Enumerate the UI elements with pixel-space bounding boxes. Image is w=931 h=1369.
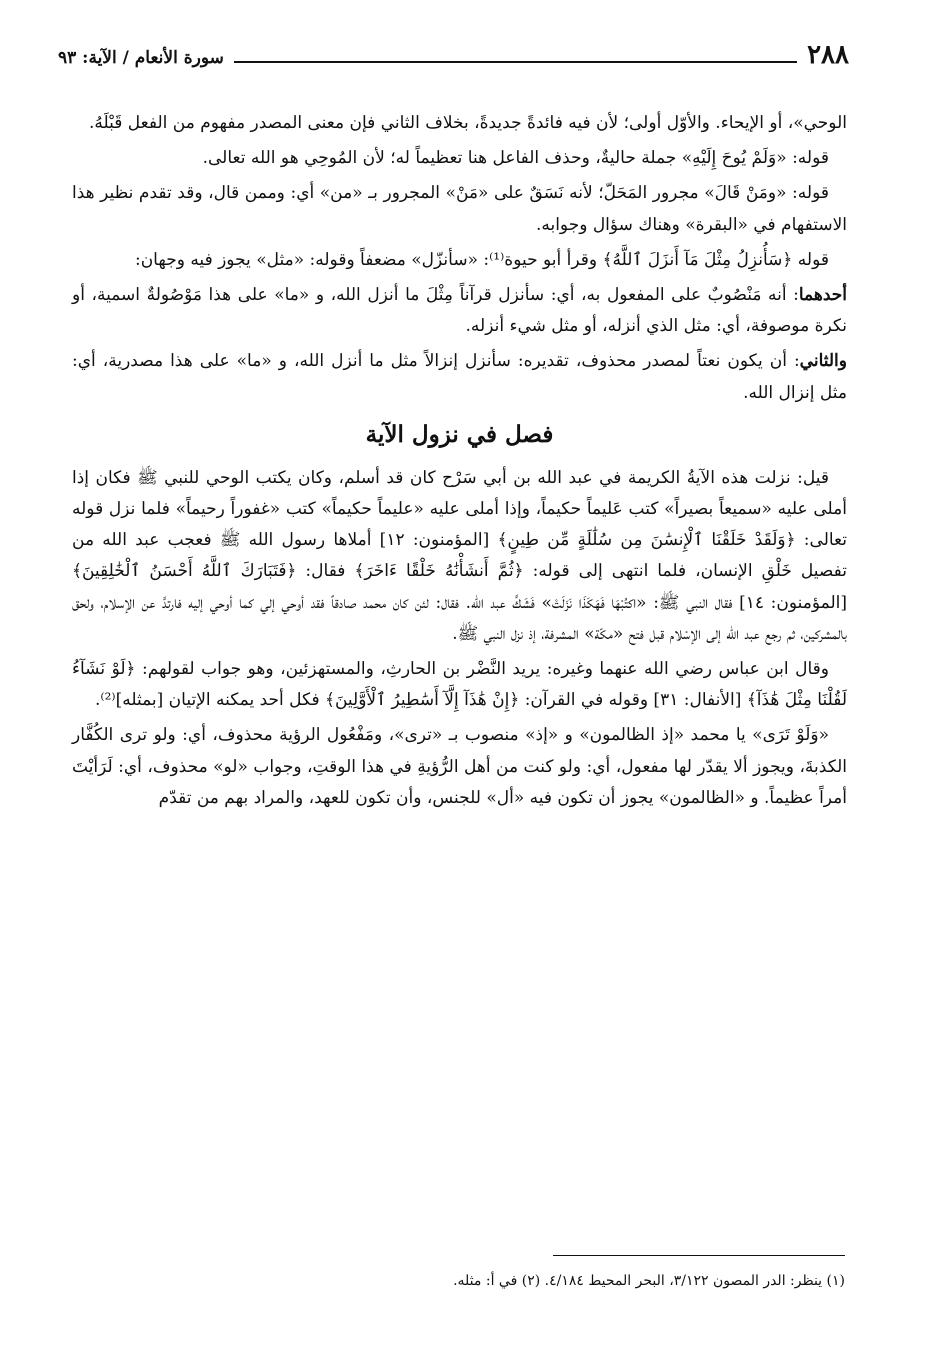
paragraph-text: قوله: «ومَنْ قَالَ» مجرور المَحَلّ؛ لأنه نَسَقٌ على «مَنْ» المجرور بـ «من» أي: وممن قال، وقد تقدم نظير هذا الاستفهام في «البقرة» وهناك سؤال وجوابه. — [72, 183, 847, 235]
paragraph-lead: والثاني — [799, 351, 847, 372]
paragraph-text: قوله: «وَلَمْ يُوحَ إِلَيْهِ» جملة حاليةٌ، وحذف الفاعل هنا تعظيماً له؛ لأن المُوحِي هو الله تعالى. — [202, 148, 829, 169]
paragraph — [72, 346, 847, 408]
page-header — [58, 36, 849, 70]
paragraph-text: وقال ابن عباس رضي الله عنهما وغيره: يريد النَّضْر بن الحارثِ، والمستهزئين، وهو جواب لقولهم: ﴿لَوْ نَشَآءُ لَقُلْنَا مِثْلَ هَٰذَآ﴾ [الأنفال: ٣١] وقوله في القرآن: ﴿إِنْ هَٰذَآ إِلَّآ أَسَٰطِيرُ ٱلْأَوَّلِينَ﴾ فكل أحد يمكنه الإتيان [بمثله]⁽²⁾. — [72, 659, 847, 711]
paragraph-text: : أن يكون نعتاً لمصدر محذوف، تقديره: سأنزل إنزالاً مثل ما أنزل الله، و «ما» على هذا مصدرية، أي: مثل إنزال الله. — [72, 351, 847, 403]
surah-title: سورة الأنعام / الآية: ٩٣ — [58, 48, 224, 68]
paragraph — [72, 280, 847, 342]
paragraph — [72, 178, 847, 240]
paragraph-text: : أنه مَنْصُوبٌ على المفعول به، أي: سأنزل قرآناً مِثْلَ ما أنزل الله، و «ما» على هذا مَوْصُولةٌ اسمية، أو نكرة موصوفة، أي: مثل الذي أنزله، أو مثل شيء أنزله. — [72, 285, 847, 337]
paragraph-lead: أحدهما — [798, 285, 847, 306]
header-rule — [234, 61, 797, 63]
paragraph — [72, 654, 847, 716]
page-number: ٢٨٨ — [807, 40, 849, 70]
paragraph — [72, 143, 847, 174]
paragraph-text: قوله ﴿سَأُنزِلُ مِثْلَ مَآ أَنزَلَ ٱللَّهُ﴾ وقرأ أبو حيوة⁽¹⁾: «سأنزّل» مضعفاً وقوله: «مثل» يجوز فيه وجهان: — [134, 249, 829, 270]
main-text — [72, 108, 847, 818]
paragraph — [72, 245, 847, 276]
paragraph — [72, 720, 847, 814]
paragraph — [72, 108, 847, 139]
paragraph-text: الوحي»، أو الإيحاء. والأوّل أولى؛ لأن فيه فائدةً جديدةً، بخلاف الثاني فإن معنى المصدر مفهوم من الفعل قَبْلَهُ. — [89, 113, 847, 133]
paragraph-text: «وَلَوْ تَرَى» يا محمد «إذ الظالمون» و «إذ» منصوب بـ «ترى»، ومَفْعُول الرؤية محذوف، أي: ولو ترى الكُفَّار الكذبةَ، ويجوز ألا يقدّر لها مفعول، أي: ولو كنت من أهل الرُّؤيةِ في هذا الوقتِ، وجواب «لو» محذوف، أي: لَرَأيْتَ أمراً عظيماً. و «الظالمون» يجوز أن تكون فيه «أل» للجنس، وأن تكون للعهد، والمراد بهم من تقدّم — [72, 725, 847, 808]
section-heading: فصل في نزول الآية — [365, 420, 554, 448]
paragraph-text: قيل: نزلت هذه الآيةُ الكريمة في عبد الله بن أبي سَرْح كان قد أسلم، وكان يكتب الوحي للنبي ﷺ فكان إذا أملى عليه «سميعاً بصيراً» كتب عَليماً حكيماً، وإذا أملى عليه «عليماً حكيماً» كتب «غفوراً رحيماً» فلما نزل قوله تعالى: ﴿وَلَقَدْ خَلَقْنَا ٱلْإِنسَٰنَ مِن سُلَٰلَةٍ مِّن طِينٍ﴾ [المؤمنون: ١٢] أملاها رسول الله ﷺ فعجب عبد الله من تفصيل خَلْقِ الإنسان، فلما انتهى إلى قوله: ﴿ثُمَّ أَنشَأْنَٰهُ خَلْقًا ءَاخَرَ﴾ فقال: ﴿فَتَبَارَكَ ٱللَّهُ أَحْسَنُ ٱلْخَٰلِقِينَ﴾ [المؤمنون: ١٤] فقال النبي ﷺ: «اكتُبْهَا فَهَكَذَا نَزَلَتْ» فَشَكَّ عبد الله. فقال: لئن كان محمد صادقاً فقد أوحي إلي كما أوحي إليه فارتدَّ عن الإسلام، ولحق بالمشركين، ثم رجع عبد الله إلى الإسْلام قبل فتح «مكّة» المشرفة، إذ نزل النبي ﷺ. — [72, 467, 847, 644]
footnotes: (١) ينظر: الدر المصون ٣/١٢٢، البحر المحيط ٤/١٨٤. (٢) في أ: مثله. — [453, 1273, 845, 1289]
paragraph — [72, 463, 847, 650]
footnote-rule — [553, 1255, 845, 1256]
